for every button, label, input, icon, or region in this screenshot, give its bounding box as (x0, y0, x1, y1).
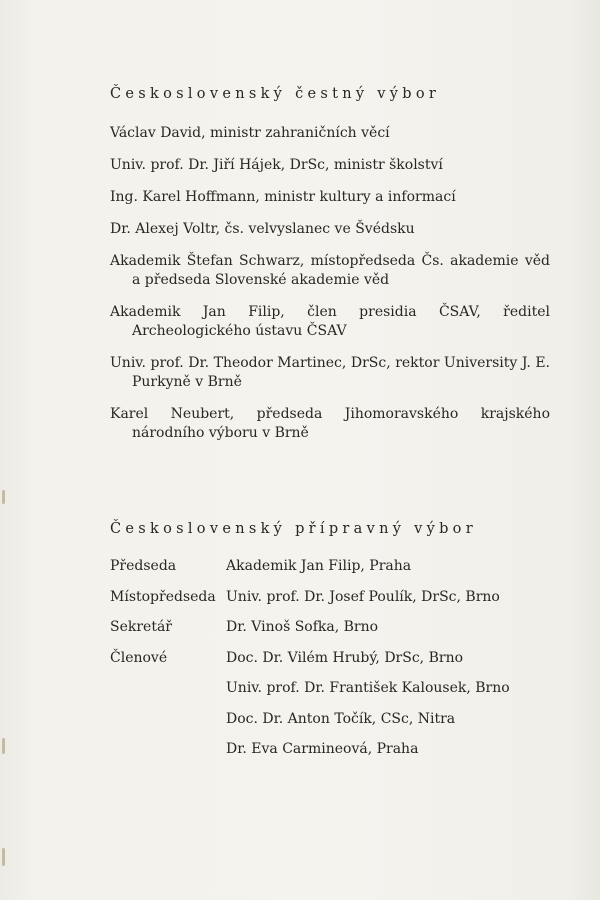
committee-row-vice-chair (110, 588, 560, 607)
honorary-committee-list (110, 124, 550, 456)
list-item: Univ. prof. Dr. Theodor Martinec, DrSc, rektor University J. E. Purkyně v Brně (110, 355, 550, 390)
paper-mark (2, 848, 5, 866)
member-name: Akademik Jan Filip, Praha (226, 558, 412, 574)
preparatory-committee-table (110, 557, 560, 771)
member-name: Doc. Dr. Vilém Hrubý, DrSc, Brno (226, 649, 464, 666)
role-names (226, 588, 500, 607)
member-name: Dr. Eva Carmineová, Praha (226, 741, 419, 757)
list-item: Akademik Jan Filip, člen presidia ČSAV, ředitel Archeologického ústavu ČSAV (110, 304, 550, 339)
list-item: Univ. prof. Dr. Jiří Hájek, DrSc, ministr školství (110, 157, 443, 173)
role-names (226, 649, 510, 760)
member-name: Univ. prof. Dr. Josef Poulík, DrSc, Brno (226, 588, 500, 605)
role-label: Předseda (110, 558, 177, 574)
list-item: Václav David, ministr zahraničních věcí (110, 125, 390, 141)
role-names (226, 557, 411, 576)
committee-row-members (110, 649, 560, 760)
list-item: Karel Neubert, předseda Jihomoravského krajského národního výboru v Brně (110, 406, 550, 441)
committee-row-secretary (110, 618, 560, 637)
role-label: Místopředseda (110, 588, 216, 605)
page-edge-shadow (570, 0, 600, 900)
list-item: Ing. Karel Hoffmann, ministr kultury a informací (110, 189, 456, 205)
paper-mark (2, 490, 5, 504)
member-name: Doc. Dr. Anton Točík, CSc, Nitra (226, 710, 456, 727)
committee-row-chair (110, 557, 560, 576)
list-item: Dr. Alexej Voltr, čs. velvyslanec ve Švédsku (110, 221, 415, 237)
role-names (226, 618, 378, 637)
honorary-committee-heading: Československý čestný výbor (110, 86, 441, 102)
role-label: Sekretář (110, 619, 173, 635)
paper-mark (2, 738, 5, 754)
preparatory-committee-heading: Československý přípravný výbor (110, 521, 477, 537)
member-name: Dr. Vinoš Sofka, Brno (226, 619, 379, 635)
member-name: Univ. prof. Dr. František Kalousek, Brno (226, 680, 510, 696)
role-label: Členové (110, 649, 168, 666)
list-item: Akademik Štefan Schwarz, místopředseda Čs. akademie věd a předseda Slovenské akademie věd (110, 253, 550, 288)
